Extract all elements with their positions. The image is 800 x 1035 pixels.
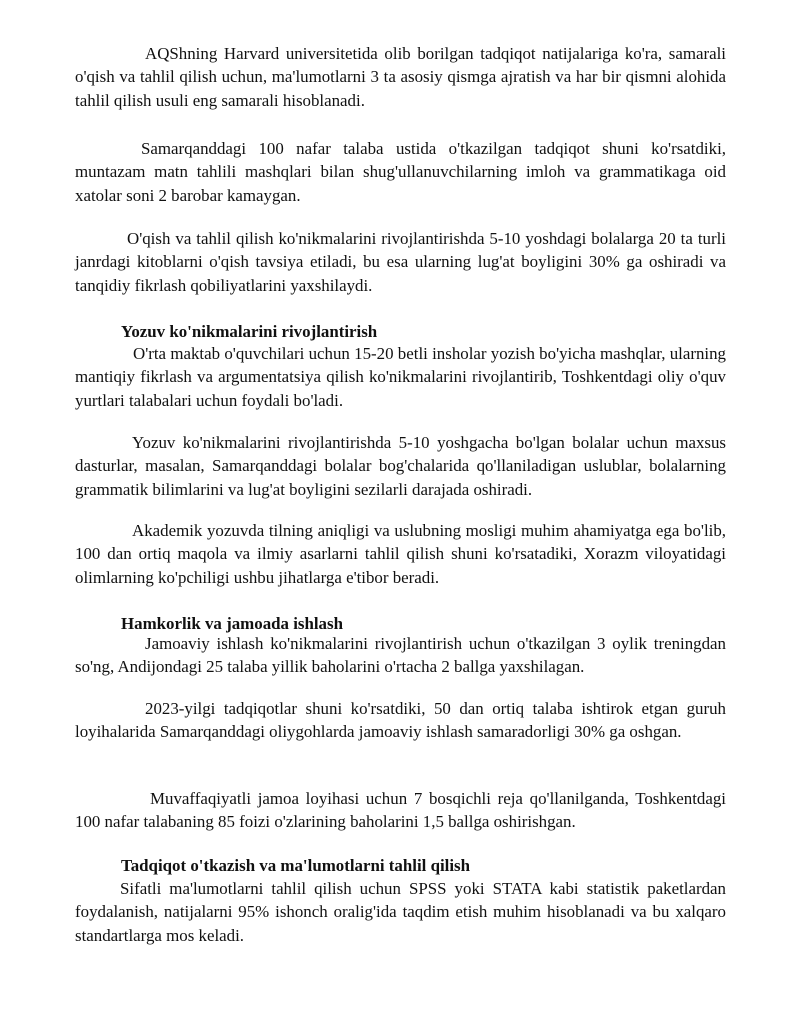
paragraph: O'qish va tahlil qilish ko'nikmalarini rivojlantirishda 5-10 yoshdagi bolalarga 20 ta turli janrdagi kitoblarni o'qish tavsiya etiladi, bu esa ularning lug'at boyligini 30% ga oshiradi va tanqidiy fikrlash qobiliyatlarini yaxshilaydi. <box>75 229 726 295</box>
paragraph: Jamoaviy ishlash ko'nikmalarini rivojlantirish uchun o'tkazilgan 3 oylik treningdan so'ng, Andijondagi 25 talaba yillik baholarini o'rtacha 2 ballga yaxshilagan. <box>75 634 726 677</box>
paragraph: Samarqanddagi 100 nafar talaba ustida o'tkazilgan tadqiqot shuni ko'rsatdiki, muntazam matn tahlili mashqlari bilan shug'ullanuvchilarning imloh va grammatikaga oid xatolar soni 2 barobar kamaygan. <box>75 139 726 205</box>
paragraph: Sifatli ma'lumotlarni tahlil qilish uchun SPSS yoki STATA kabi statistik paketlardan foydalanish, natijalarni 95% ishonch oralig'ida taqdim etish muhim hisoblanadi va bu xalqaro standartlarga mos keladi. <box>75 879 726 945</box>
paragraph: Akademik yozuvda tilning aniqligi va uslubning mosligi muhim ahamiyatga ega bo'lib, 100 dan ortiq maqola va ilmiy asarlarni tahlil qilish shuni ko'rsatadiki, Xorazm viloyatidagi olimlarning ko'pchiligi ushbu jihatlarga e'tibor beradi. <box>75 521 726 587</box>
section-heading: Tadqiqot o'tkazish va ma'lumotlarni tahlil qilish <box>121 856 471 875</box>
paragraph: O'rta maktab o'quvchilari uchun 15-20 betli insholar yozish bo'yicha mashqlar, ularning mantiqiy fikrlash va argumentatsiya qilish ko'nikmalarini rivojlantirib, Toshkentdagi oliy o'quv yurtlari talabalari uchun foydali bo'ladi. <box>75 344 726 410</box>
paragraph: 2023-yilgi tadqiqotlar shuni ko'rsatdiki, 50 dan ortiq talaba ishtirok etgan guruh loyihalarida Samarqanddagi oliygohlarda jamoaviy ishlash samaradorligi 30% ga oshgan. <box>75 699 726 742</box>
paragraph: Yozuv ko'nikmalarini rivojlantirishda 5-10 yoshgacha bo'lgan bolalar uchun maxsus dasturlar, masalan, Samarqanddagi bolalar bog'chalarida qo'llaniladigan uslublar, bolalarning grammatik bilimlarini va lug'at boyligini sezilarli darajada oshiradi. <box>75 433 726 499</box>
section-heading: Yozuv ko'nikmalarini rivojlantirish <box>121 322 378 341</box>
paragraph: AQShning Harvard universitetida olib borilgan tadqiqot natijalariga ko'ra, samarali o'qish va tahlil qilish uchun, ma'lumotlarni 3 ta asosiy qismga ajratish va har bir qismni alohida tahlil qilish usuli eng samarali hisoblanadi. <box>75 44 726 110</box>
section-heading: Hamkorlik va jamoada ishlash <box>121 614 343 633</box>
paragraph: Muvaffaqiyatli jamoa loyihasi uchun 7 bosqichli reja qo'llanilganda, Toshkentdagi 100 nafar talabaning 85 foizi o'zlarining baholarini 1,5 ballga oshirishgan. <box>75 789 726 832</box>
